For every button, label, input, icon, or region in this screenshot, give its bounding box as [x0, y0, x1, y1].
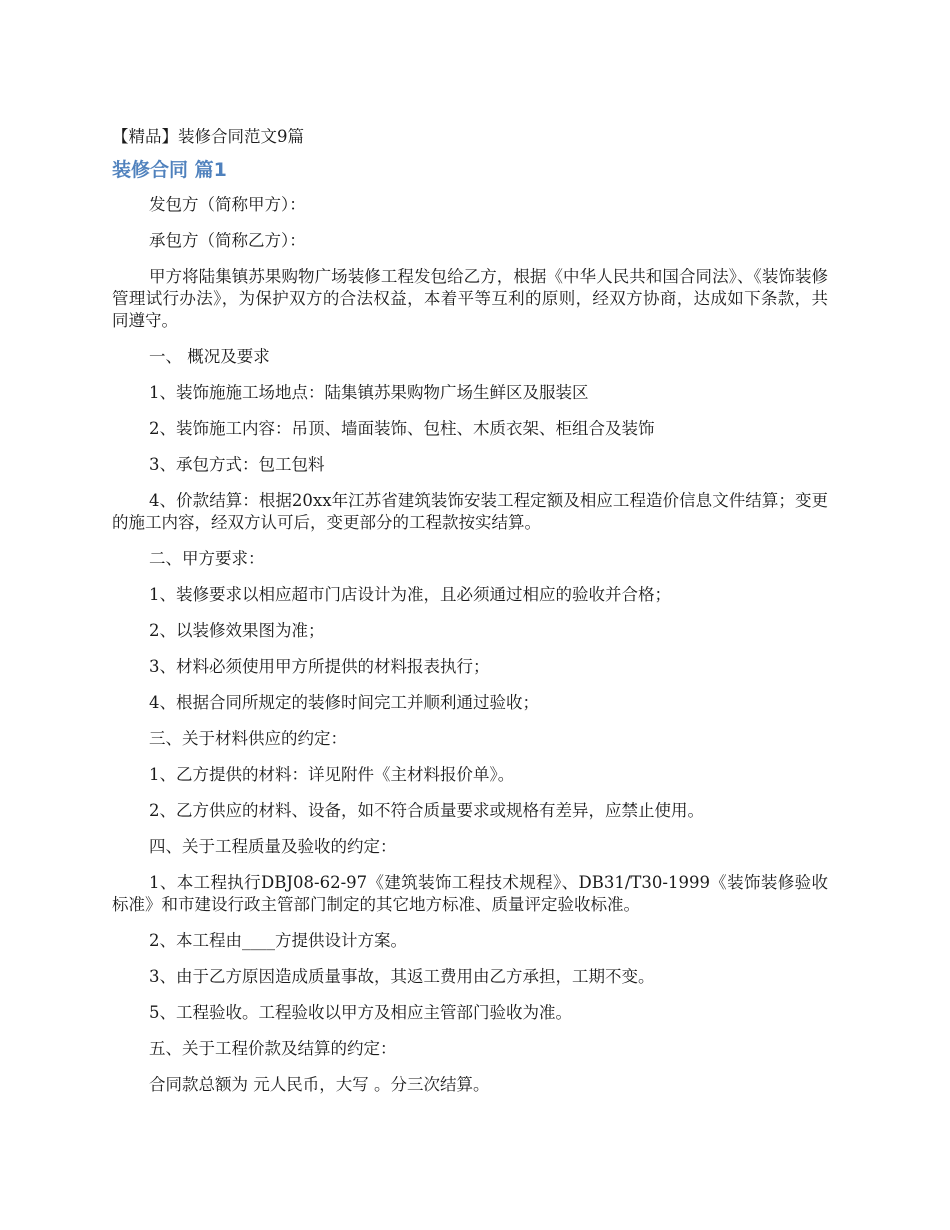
document-page	[112, 124, 828, 1110]
paragraph-1-2: 2、装饰施工内容：吊顶、墙面装饰、包柱、木质衣架、柜组合及装饰	[149, 419, 655, 438]
paragraph-1-3: 3、承包方式：包工包料	[149, 455, 325, 474]
paragraph-section-2-heading: 二、甲方要求：	[149, 549, 265, 568]
paragraph-1-4: 4、价款结算：根据20xx年江苏省建筑装饰安装工程定额及相应工程造价信息文件结算；变更的施工内容，经双方认可后，变更部分的工程款按实结算。	[112, 491, 828, 532]
paragraph-party-a: 发包方（简称甲方）：	[149, 195, 306, 214]
paragraph-section-3-heading: 三、关于材料供应的约定：	[149, 729, 347, 748]
paragraph-party-b: 承包方（简称乙方）：	[149, 231, 306, 250]
document-title: 【精品】装修合同范文9篇	[112, 127, 304, 146]
paragraph-1-1: 1、装饰施施工场地点：陆集镇苏果购物广场生鲜区及服装区	[149, 383, 589, 402]
paragraph-intro: 甲方将陆集镇苏果购物广场装修工程发包给乙方，根据《中华人民共和国合同法》、《装饰装修管理试行办法》，为保护双方的合法权益，本着平等互利的原则，经双方协商，达成如下条款，共同遵守。	[112, 267, 828, 330]
section-heading: 装修合同 篇1	[112, 159, 227, 181]
paragraph-2-3: 3、材料必须使用甲方所提供的材料报表执行；	[149, 657, 490, 676]
paragraph-section-1-heading: 一、 概况及要求	[149, 347, 270, 366]
paragraph-2-4: 4、根据合同所规定的装修时间完工并顺利通过验收；	[149, 693, 539, 712]
paragraph-4-1: 1、本工程执行DBJ08-62-97《建筑装饰工程技术规程》、DB31/T30-1999《装饰装修验收标准》和市建设行政主管部门制定的其它地方标准、质量评定验收标准。	[112, 873, 828, 914]
paragraph-4-2: 2、本工程由____方提供设计方案。	[149, 931, 407, 950]
paragraph-2-2: 2、以装修效果图为准；	[149, 621, 325, 640]
paragraph-4-5: 5、工程验收。工程验收以甲方及相应主管部门验收为准。	[149, 1003, 572, 1022]
paragraph-3-1: 1、乙方提供的材料：详见附件《主材料报价单》。	[149, 765, 515, 784]
paragraph-section-5-heading: 五、关于工程价款及结算的约定：	[149, 1039, 397, 1058]
paragraph-section-4-heading: 四、关于工程质量及验收的约定：	[149, 837, 397, 856]
paragraph-2-1: 1、装修要求以相应超市门店设计为准，且必须通过相应的验收并合格；	[149, 585, 671, 604]
paragraph-3-2: 2、乙方供应的材料、设备，如不符合质量要求或规格有差异，应禁止使用。	[149, 801, 704, 820]
paragraph-5-1: 合同款总额为 元人民币，大写 。分三次结算。	[149, 1075, 490, 1094]
paragraph-4-3: 3、由于乙方原因造成质量事故，其返工费用由乙方承担，工期不变。	[149, 967, 655, 986]
